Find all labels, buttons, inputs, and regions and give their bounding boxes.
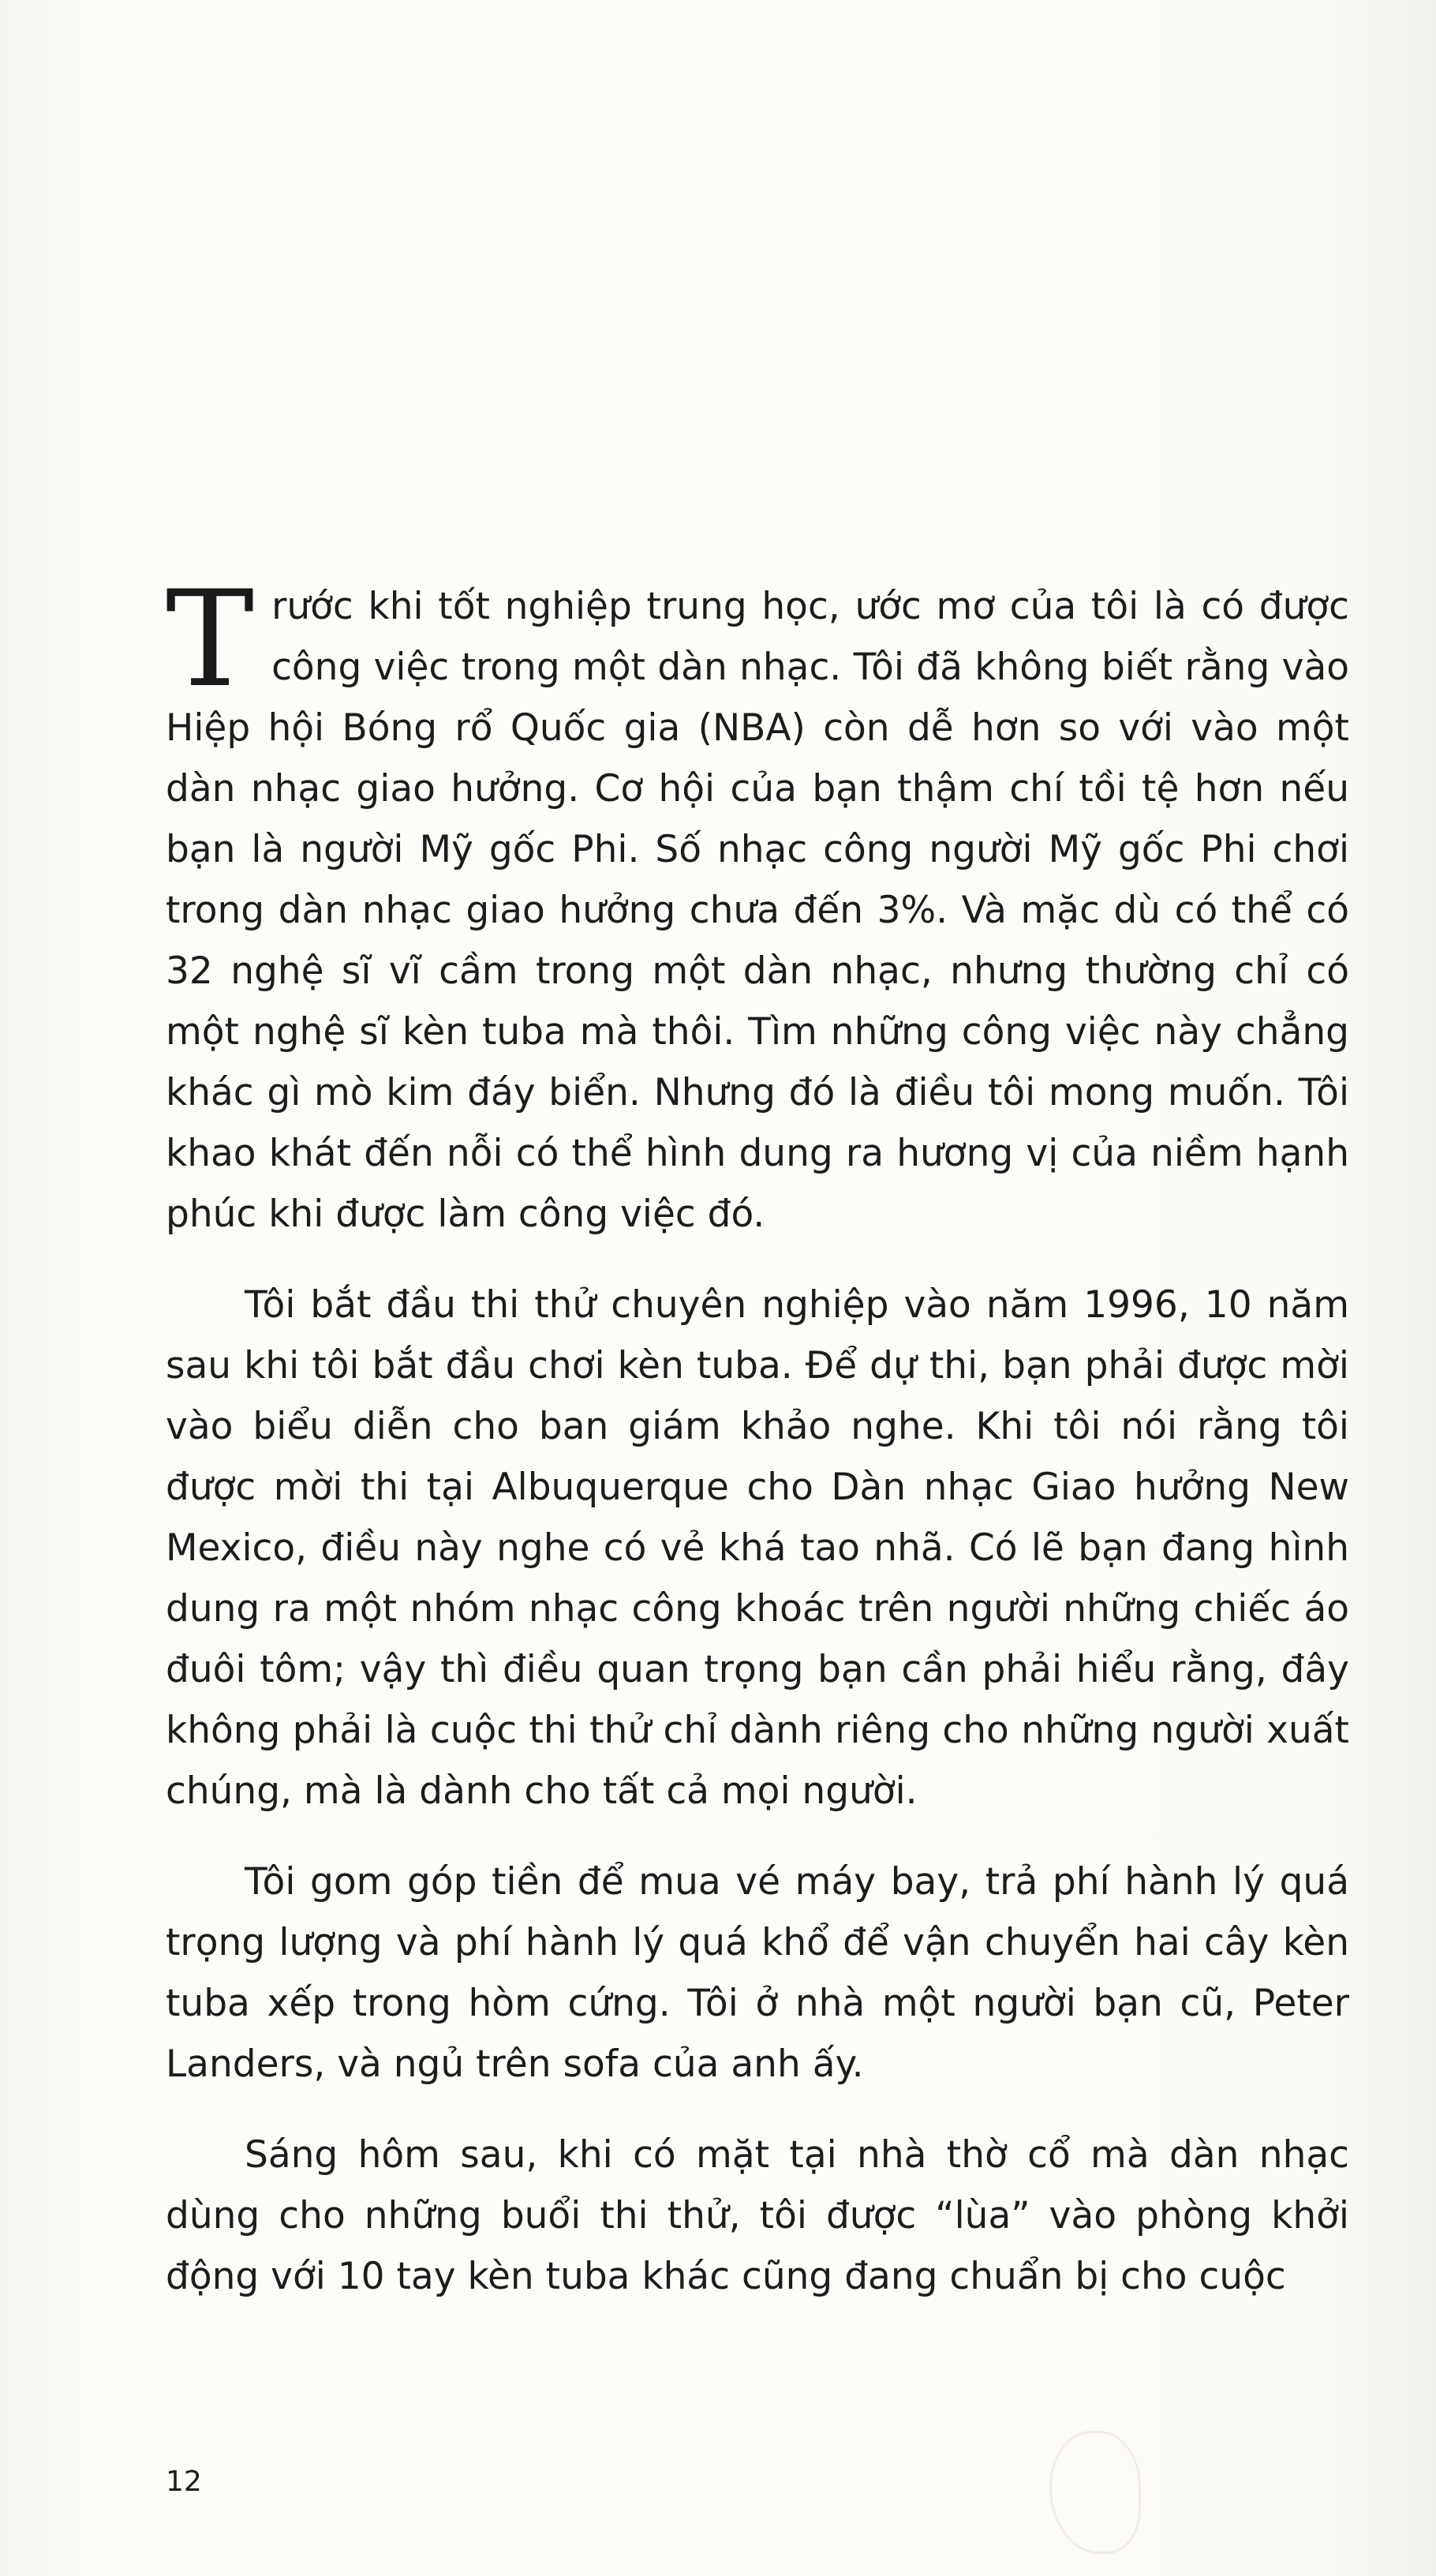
faint-watermark-ornament: [1049, 2431, 1141, 2554]
paragraph-1-text: rước khi tốt nghiệp trung học, ước mơ của tôi là có được công việc trong một dàn nhạc. Tôi đã không biết rằng vào Hiệp hội Bóng rổ Quốc gia (NBA) còn dễ hơn so với vào một dàn nhạc giao hưởng. Cơ hội của bạn thậm chí tồi tệ hơn nếu bạn là người Mỹ gốc Phi. Số nhạc công người Mỹ gốc Phi chơi trong dàn nhạc giao hưởng chưa đến 3%. Và mặc dù có thể có 32 nghệ sĩ vĩ cầm trong một dàn nhạc, nhưng thường chỉ có một nghệ sĩ kèn tuba mà thôi. Tìm những công việc này chẳng khác gì mò kim đáy biển. Nhưng đó là điều tôi mong muốn. Tôi khao khát đến nỗi có thể hình dung ra hương vị của niềm hạnh phúc khi được làm công việc đó.: [166, 585, 1349, 1236]
paragraph-2: Tôi bắt đầu thi thử chuyên nghiệp vào năm 1996, 10 năm sau khi tôi bắt đầu chơi kèn tuba. Để dự thi, bạn phải được mời vào biểu diễn cho ban giám khảo nghe. Khi tôi nói rằng tôi được mời thi tại Albuquerque cho Dàn nhạc Giao hưởng New Mexico, điều này nghe có vẻ khá tao nhã. Có lẽ bạn đang hình dung ra một nhóm nhạc công khoác trên người những chiếc áo đuôi tôm; vậy thì điều quan trọng bạn cần phải hiểu rằng, đây không phải là cuộc thi thử chỉ dành riêng cho những người xuất chúng, mà là dành cho tất cả mọi người.: [166, 1283, 1349, 1813]
body-text: [166, 562, 1349, 2337]
drop-cap: T: [166, 562, 255, 717]
paragraph-4: Sáng hôm sau, khi có mặt tại nhà thờ cổ mà dàn nhạc dùng cho những buổi thi thử, tôi được “lùa” vào phòng khởi động với 10 tay kèn tuba khác cũng đang chuẩn bị cho cuộc: [166, 2133, 1349, 2298]
paragraph-3: Tôi gom góp tiền để mua vé máy bay, trả phí hành lý quá trọng lượng và phí hành lý quá khổ để vận chuyển hai cây kèn tuba xếp trong hòm cứng. Tôi ở nhà một người bạn cũ, Peter Landers, và ngủ trên sofa của anh ấy.: [166, 1860, 1349, 2086]
page-number: 12: [166, 2466, 202, 2498]
paragraph-1: [166, 562, 1349, 1245]
